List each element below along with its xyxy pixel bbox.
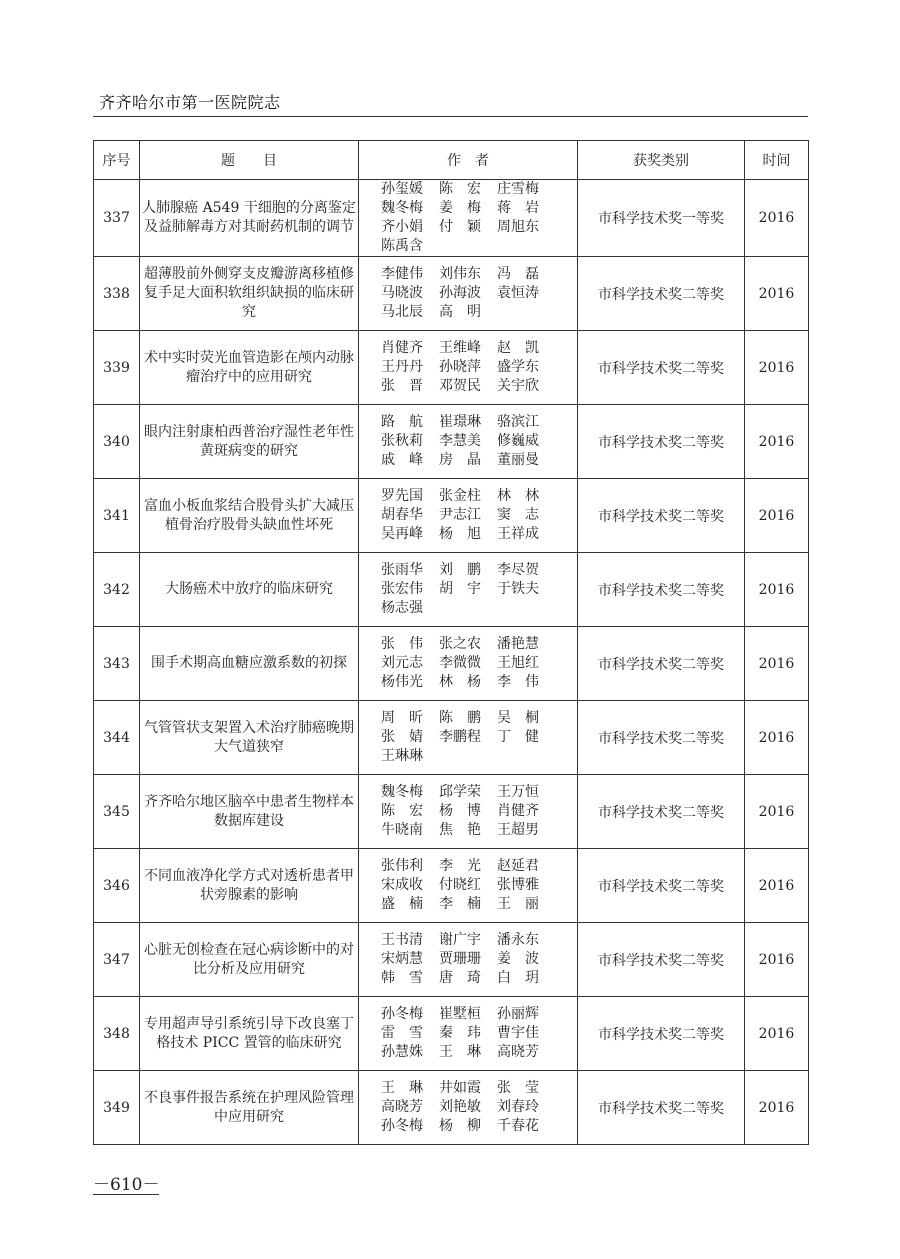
author-name: 周旭东: [497, 219, 539, 235]
table-row: [94, 331, 809, 405]
row-number-cell: 338: [94, 257, 140, 331]
table-row: [94, 997, 809, 1071]
table-row: [94, 1071, 809, 1145]
table-row: [94, 627, 809, 701]
author-name: 赵延君: [497, 858, 539, 874]
row-authors-cell: [359, 1071, 578, 1145]
row-award-cell: 市科学技术奖一等奖: [578, 180, 745, 257]
author-name: 付晓红: [439, 877, 481, 893]
author-name: 潘永东: [497, 932, 539, 948]
row-number-cell: 342: [94, 553, 140, 627]
author-list: [359, 180, 577, 256]
row-authors-cell: [359, 997, 578, 1071]
author-name: 牛晓南: [381, 822, 423, 838]
author-name: 陈 鹏: [439, 710, 481, 726]
author-name: 关宇欣: [497, 378, 539, 394]
author-name: 曹宇佳: [497, 1025, 539, 1041]
author-list: [359, 635, 577, 692]
author-name: 李 伟: [497, 674, 539, 690]
author-name: 王旭红: [497, 655, 539, 671]
row-title-cell: 富血小板血浆结合股骨头扩大减压植骨治疗股骨头缺血性坏死: [140, 479, 359, 553]
author-name: 潘艳慧: [497, 636, 539, 652]
author-name: 井如霞: [439, 1080, 481, 1096]
column-header-award: 获奖类别: [578, 141, 745, 180]
author-name: 王琳琳: [381, 748, 423, 764]
author-name: 杨 柳: [439, 1118, 481, 1134]
row-year-cell: 2016: [745, 849, 809, 923]
row-authors-cell: [359, 701, 578, 775]
author-name: 杨伟光: [381, 674, 423, 690]
author-name: 齐小娟: [381, 219, 423, 235]
author-list: [359, 1005, 577, 1062]
row-number-cell: 349: [94, 1071, 140, 1145]
author-name: 王超男: [497, 822, 539, 838]
author-list: [359, 339, 577, 396]
author-name: 韩 雪: [381, 970, 423, 986]
row-award-cell: 市科学技术奖二等奖: [578, 627, 745, 701]
row-number-cell: 344: [94, 701, 140, 775]
row-award-cell: 市科学技术奖二等奖: [578, 479, 745, 553]
row-authors-cell: [359, 479, 578, 553]
page-number: －610－: [93, 1175, 160, 1195]
row-number-cell: 345: [94, 775, 140, 849]
row-award-cell: 市科学技术奖二等奖: [578, 405, 745, 479]
author-name: 骆滨江: [497, 414, 539, 430]
row-title-cell: 齐齐哈尔地区脑卒中患者生物样本数据库建设: [140, 775, 359, 849]
table-row: [94, 775, 809, 849]
row-title-cell: 大肠癌术中放疗的临床研究: [140, 553, 359, 627]
author-name: 林 杨: [439, 674, 481, 690]
row-authors-cell: [359, 849, 578, 923]
author-name: 张雨华: [381, 562, 423, 578]
row-award-cell: 市科学技术奖二等奖: [578, 997, 745, 1071]
author-name: 李微微: [439, 655, 481, 671]
author-name: 冯 磊: [497, 266, 539, 282]
author-name: 李尽贺: [497, 562, 539, 578]
author-list: [359, 709, 577, 766]
author-name: 刘春玲: [497, 1099, 539, 1115]
row-authors-cell: [359, 257, 578, 331]
page-header-title: 齐齐哈尔市第一医院院志: [99, 93, 281, 112]
row-title-cell: 不良事件报告系统在护理风险管理中应用研究: [140, 1071, 359, 1145]
row-year-cell: 2016: [745, 775, 809, 849]
row-title-cell: 气管管状支架置入术治疗肺癌晚期大气道狭窄: [140, 701, 359, 775]
author-name: 庄雪梅: [497, 181, 539, 197]
row-authors-cell: [359, 923, 578, 997]
author-name: 路 航: [381, 414, 423, 430]
author-name: 高晓芳: [497, 1044, 539, 1060]
author-name: 王丹丹: [381, 359, 423, 375]
table-row: [94, 257, 809, 331]
author-list: [359, 1079, 577, 1136]
author-name: 张博雅: [497, 877, 539, 893]
author-name: 高 明: [439, 304, 481, 320]
row-number-cell: 347: [94, 923, 140, 997]
row-number-cell: 340: [94, 405, 140, 479]
page-number-rule: [93, 1194, 159, 1195]
author-name: 张伟利: [381, 858, 423, 874]
column-header-title: 题 目: [140, 141, 359, 180]
header-divider: [93, 116, 808, 117]
author-name: 于铁夫: [497, 581, 539, 597]
author-name: 吴 桐: [497, 710, 539, 726]
row-title-cell: 围手术期高血糖应激系数的初探: [140, 627, 359, 701]
author-name: 孙冬梅: [381, 1006, 423, 1022]
author-name: 肖健齐: [497, 803, 539, 819]
table-header-row: [94, 141, 809, 180]
author-name: 盛学东: [497, 359, 539, 375]
column-header-number: 序号: [94, 141, 140, 180]
author-name: 陈 宏: [439, 181, 481, 197]
row-number-cell: 341: [94, 479, 140, 553]
row-award-cell: 市科学技术奖二等奖: [578, 701, 745, 775]
table-row: [94, 849, 809, 923]
row-authors-cell: [359, 553, 578, 627]
author-name: 陈禹含: [381, 238, 423, 254]
author-name: 孙丽辉: [497, 1006, 539, 1022]
row-title-cell: 不同血液净化学方式对透析患者甲状旁腺素的影响: [140, 849, 359, 923]
row-number-cell: 348: [94, 997, 140, 1071]
row-year-cell: 2016: [745, 331, 809, 405]
author-name: 雷 雪: [381, 1025, 423, 1041]
row-award-cell: 市科学技术奖二等奖: [578, 923, 745, 997]
author-name: 刘 鹏: [439, 562, 481, 578]
author-name: 刘元志: [381, 655, 423, 671]
row-year-cell: 2016: [745, 405, 809, 479]
author-name: 尹志江: [439, 507, 481, 523]
author-name: 王祥成: [497, 526, 539, 542]
author-name: 丁 健: [497, 729, 539, 745]
author-name: 蒋 岩: [497, 200, 539, 216]
author-name: 付 颖: [439, 219, 481, 235]
author-name: 马晓波: [381, 285, 423, 301]
column-header-authors: 作 者: [359, 141, 578, 180]
author-name: 杨 博: [439, 803, 481, 819]
row-award-cell: 市科学技术奖二等奖: [578, 553, 745, 627]
row-title-cell: 眼内注射康柏西普治疗湿性老年性黄斑病变的研究: [140, 405, 359, 479]
row-year-cell: 2016: [745, 479, 809, 553]
table-body: [94, 180, 809, 1145]
author-name: 杨 旭: [439, 526, 481, 542]
author-name: 李 楠: [439, 896, 481, 912]
author-name: 胡 宇: [439, 581, 481, 597]
author-name: 肖健齐: [381, 340, 423, 356]
author-name: 姜 波: [497, 951, 539, 967]
author-name: 谢广宇: [439, 932, 481, 948]
row-authors-cell: [359, 775, 578, 849]
author-name: 宋炳慧: [381, 951, 423, 967]
row-award-cell: 市科学技术奖二等奖: [578, 1071, 745, 1145]
author-name: 王 琳: [381, 1080, 423, 1096]
row-year-cell: 2016: [745, 1071, 809, 1145]
author-name: 吴再峰: [381, 526, 423, 542]
row-authors-cell: [359, 405, 578, 479]
author-name: 戚 峰: [381, 452, 423, 468]
author-name: 崔璟琳: [439, 414, 481, 430]
row-year-cell: 2016: [745, 180, 809, 257]
author-name: 窦 志: [497, 507, 539, 523]
author-name: 袁恒涛: [497, 285, 539, 301]
author-name: 修巍威: [497, 433, 539, 449]
row-year-cell: 2016: [745, 257, 809, 331]
author-name: 王 琳: [439, 1044, 481, 1060]
author-name: 魏冬梅: [381, 200, 423, 216]
author-name: 焦 艳: [439, 822, 481, 838]
author-name: 张秋莉: [381, 433, 423, 449]
author-list: [359, 487, 577, 544]
author-name: 董丽曼: [497, 452, 539, 468]
author-name: 邱学荣: [439, 784, 481, 800]
author-name: 赵 凯: [497, 340, 539, 356]
author-name: 孙冬梅: [381, 1118, 423, 1134]
row-award-cell: 市科学技术奖二等奖: [578, 257, 745, 331]
author-name: 贾珊珊: [439, 951, 481, 967]
author-name: 白 玥: [497, 970, 539, 986]
author-name: 唐 琦: [439, 970, 481, 986]
author-name: 张 莹: [497, 1080, 539, 1096]
author-list: [359, 265, 577, 322]
author-name: 张 晋: [381, 378, 423, 394]
author-name: 罗先国: [381, 488, 423, 504]
author-name: 刘伟东: [439, 266, 481, 282]
author-name: 张 伟: [381, 636, 423, 652]
author-name: 张宏伟: [381, 581, 423, 597]
author-name: 李鹏程: [439, 729, 481, 745]
row-number-cell: 337: [94, 180, 140, 257]
author-name: 林 林: [497, 488, 539, 504]
author-name: 秦 玮: [439, 1025, 481, 1041]
column-header-year: 时间: [745, 141, 809, 180]
row-title-cell: 人肺腺癌 A549 干细胞的分离鉴定及益肺解毒方对其耐药机制的调节: [140, 180, 359, 257]
author-name: 王维峰: [439, 340, 481, 356]
table-row: [94, 180, 809, 257]
author-name: 孙海波: [439, 285, 481, 301]
author-name: 周 昕: [381, 710, 423, 726]
author-name: 李慧美: [439, 433, 481, 449]
table-row: [94, 479, 809, 553]
author-name: 孙玺媛: [381, 181, 423, 197]
author-name: 胡春华: [381, 507, 423, 523]
author-name: 王 丽: [497, 896, 539, 912]
row-number-cell: 343: [94, 627, 140, 701]
author-name: 盛 楠: [381, 896, 423, 912]
row-year-cell: 2016: [745, 627, 809, 701]
author-name: 李 光: [439, 858, 481, 874]
author-name: 邓贺民: [439, 378, 481, 394]
row-award-cell: 市科学技术奖二等奖: [578, 331, 745, 405]
row-award-cell: 市科学技术奖二等奖: [578, 775, 745, 849]
row-award-cell: 市科学技术奖二等奖: [578, 849, 745, 923]
table-row: [94, 923, 809, 997]
author-name: 张之农: [439, 636, 481, 652]
author-name: 李健伟: [381, 266, 423, 282]
author-name: 姜 梅: [439, 200, 481, 216]
row-authors-cell: [359, 627, 578, 701]
row-title-cell: 专用超声导引系统引导下改良塞丁格技术 PICC 置管的临床研究: [140, 997, 359, 1071]
table-row: [94, 553, 809, 627]
row-number-cell: 346: [94, 849, 140, 923]
author-name: 千春花: [497, 1118, 539, 1134]
author-name: 张金柱: [439, 488, 481, 504]
row-number-cell: 339: [94, 331, 140, 405]
author-list: [359, 413, 577, 470]
author-list: [359, 783, 577, 840]
row-title-cell: 超薄股前外侧穿支皮瓣游离移植修复手足大面积软组织缺损的临床研究: [140, 257, 359, 331]
row-title-cell: 术中实时荧光血管造影在颅内动脉瘤治疗中的应用研究: [140, 331, 359, 405]
author-name: 高晓芳: [381, 1099, 423, 1115]
author-name: 孙慧姝: [381, 1044, 423, 1060]
row-title-cell: 心脏无创检查在冠心病诊断中的对比分析及应用研究: [140, 923, 359, 997]
author-name: 宋成收: [381, 877, 423, 893]
author-name: 孙晓萍: [439, 359, 481, 375]
row-authors-cell: [359, 331, 578, 405]
table-row: [94, 701, 809, 775]
row-authors-cell: [359, 180, 578, 257]
author-list: [359, 561, 577, 618]
author-name: 房 晶: [439, 452, 481, 468]
author-name: 王万恒: [497, 784, 539, 800]
row-year-cell: 2016: [745, 553, 809, 627]
author-name: 张 婧: [381, 729, 423, 745]
row-year-cell: 2016: [745, 923, 809, 997]
author-name: 崔墅桓: [439, 1006, 481, 1022]
row-year-cell: 2016: [745, 997, 809, 1071]
author-list: [359, 857, 577, 914]
author-name: 魏冬梅: [381, 784, 423, 800]
awards-table: [93, 140, 809, 1145]
row-year-cell: 2016: [745, 701, 809, 775]
author-name: 刘艳敏: [439, 1099, 481, 1115]
author-name: 马北辰: [381, 304, 423, 320]
author-name: 王书清: [381, 932, 423, 948]
author-name: 杨志强: [381, 600, 423, 616]
author-list: [359, 931, 577, 988]
table-row: [94, 405, 809, 479]
author-name: 陈 宏: [381, 803, 423, 819]
